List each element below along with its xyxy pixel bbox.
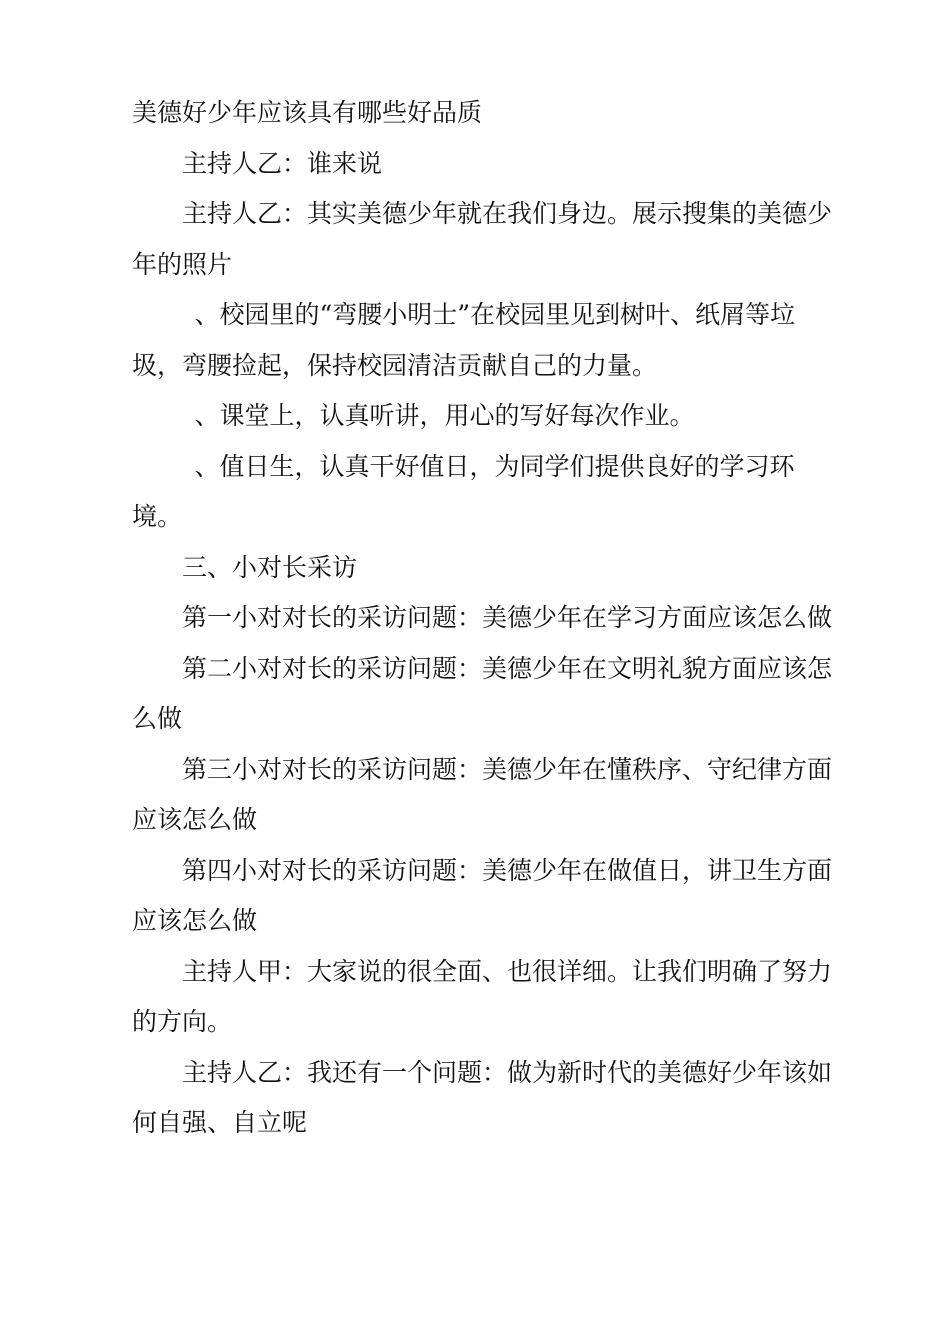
paragraph-interview-3: 第三小对对长的采访问题：美德少年在懂秩序、守纪律方面应该怎么做: [132, 754, 833, 834]
paragraph-item-campus: 、校园里的“弯腰小明士”在校园里见到树叶、纸屑等垃圾，弯腰捡起，保持校园清洁贡献自己的力量。: [132, 300, 796, 380]
paragraph-item-classroom: 、课堂上，认真听讲，用心的写好每次作业。: [194, 401, 695, 430]
paragraph-interview-1: 第一小对对长的采访问题：美德少年在学习方面应该怎么做: [182, 603, 833, 632]
document-body: [132, 88, 832, 1149]
paragraph-host-b-photos: 主持人乙：其实美德少年就在我们身边。展示搜集的美德少年的照片: [132, 199, 833, 279]
paragraph-host-a-summary: 主持人甲：大家说的很全面、也很详细。让我们明确了努力的方向。: [132, 956, 833, 1036]
paragraph-host-b-who: 主持人乙：谁来说: [182, 148, 383, 178]
paragraph-interview-2: 第二小对对长的采访问题：美德少年在文明礼貌方面应该怎么做: [132, 653, 833, 733]
paragraph-item-duty: 、值日生，认真干好值日，为同学们提供良好的学习环境。: [132, 451, 795, 531]
paragraph-host-b-question: 主持人乙：我还有一个问题：做为新时代的美德好少年该如何自强、自立呢: [132, 1057, 833, 1137]
section-heading-interview: 三、小对长采访: [182, 552, 358, 582]
paragraph-question-qualities: 美德好少年应该具有哪些好品质: [132, 98, 483, 127]
paragraph-interview-4: 第四小对对长的采访问题：美德少年在做值日，讲卫生方面应该怎么做: [132, 855, 833, 935]
